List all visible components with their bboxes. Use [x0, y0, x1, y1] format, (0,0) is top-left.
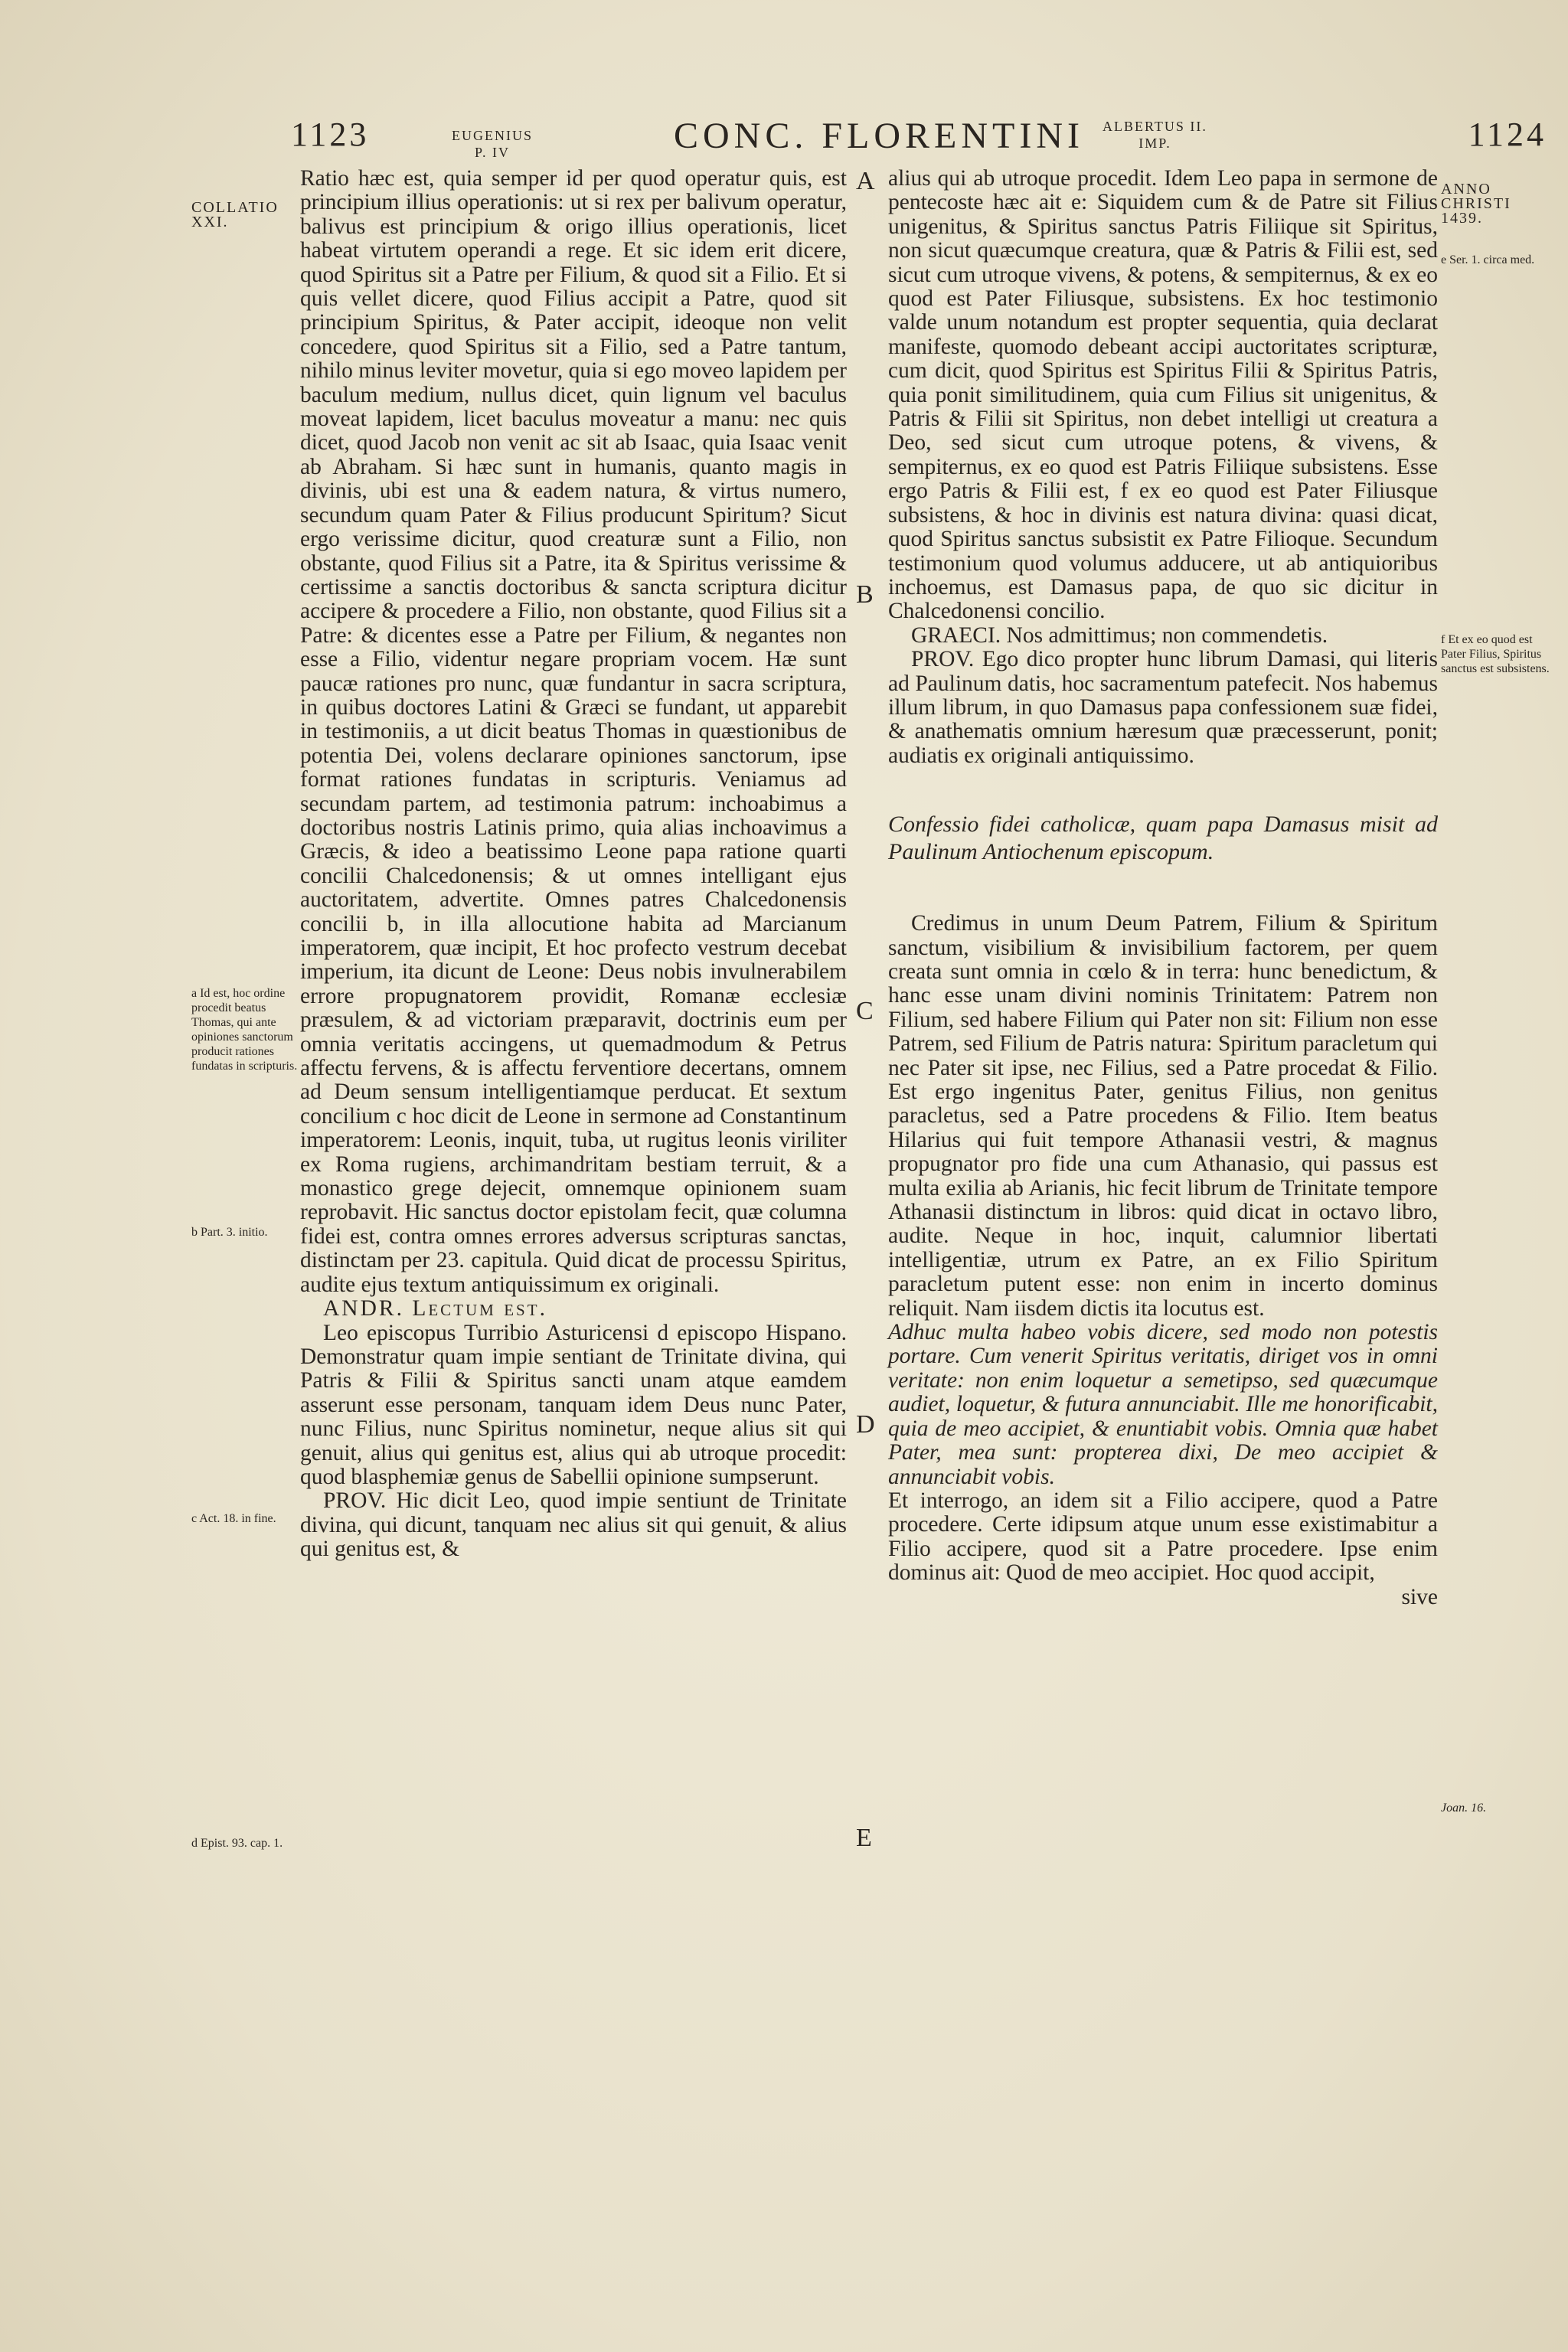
speaker-line: GRAECI. Nos admittimus; non commendetis.: [911, 622, 1328, 648]
section-letter: D: [856, 1410, 875, 1439]
margin-note: d Epist. 93. cap. 1.: [191, 1837, 283, 1850]
paragraph: PROV. Ego dico propter hunc librum Damasi, qui literis ad Paulinum datis, hoc sacramentum patefecit. Nos habemus illum librum, in quo Damasus papa confessionem suæ fidei, & anathematis omnium hæresum quæ præcesserunt, ponit; audiatis ex originali antiquissimo.: [888, 647, 1438, 768]
running-head-left-line: EUGENIUS: [452, 128, 533, 143]
margin-note: c Act. 18. in fine.: [191, 1512, 276, 1525]
page-title: CONC. FLORENTINI: [674, 116, 1084, 156]
speaker-line: ANDR. Lectum est.: [323, 1296, 547, 1321]
page-number-right: 1124: [1468, 116, 1547, 153]
running-head-right: [1102, 118, 1207, 152]
paragraph: alius qui ab utroque procedit. Idem Leo papa in sermone de pentecoste hæc ait e: Siquidem cum & de Patre sit Filius unigenitus, & Spiritus sanctus Patris Filiique sit Spiritus, non sicut quæcumque creatura, quæ & Patris & Filii est, sed sicut cum utroque vivens, & potens, & sempiternus, & ex eo quod est Pater Filiusque, subsistens. Ex hoc testimonio valde unum notandum est propter sequentia, quia declarat manifeste, quomodo debeant accipi auctoritates scripturæ, cum dicit, quod Spiritus est Spiritus Filii & Spiritus Patris, quia ponit similitudinem, quia cum Filius sit unigenitus, & Patris & Filii sit Spiritus, non debet intelligi ut creatura a Deo, sed sicut cum utroque potens, & vivens, & sempiternus, ex eo quod est Patris Filiique subsistens. Esse ergo Patris & Filii est, f ex eo quod est Pater Filiusque subsistens, & hoc in divinis est natura divina: quasi dicat, quod Spiritus sanctus subsistit ex Patre Filioque. Secundum testimonium quod volumus adducere, ut ab antiquioribus inchoemus, est Damasus papa, de quo sic dicitur in Chalcedonensi concilio.: [888, 166, 1438, 624]
right-column: [888, 167, 1438, 1609]
running-head-left: [452, 127, 533, 161]
section-letter: A: [856, 167, 875, 195]
margin-note: ANNO CHRISTI 1439.: [1441, 181, 1511, 227]
section-letter: E: [856, 1824, 872, 1852]
running-head-right-line: IMP.: [1138, 136, 1171, 151]
scripture-quote: Adhuc multa habeo vobis dicere, sed modo non potestis portare. Cum venerit Spiritus veritatis, diriget vos in omni veritate: non enim loquetur a semetipso, sed quæcumque audiet, loquetur, & futura annunciabit. Ille me honorificabit, quia de meo accipiet, & enuntiabit vobis. Omnia quæ habet Pater, mea sunt: propterea dixi, De meo accipiet & annunciabit vobis.: [888, 1320, 1438, 1489]
margin-note: f Et ex eo quod est Pater Filius, Spiritus sanctus est subsistens.: [1441, 633, 1550, 675]
margin-note: b Part. 3. initio.: [191, 1226, 268, 1239]
margin-note: a Id est, hoc ordine procedit beatus Thomas, qui ante opiniones sanctorum producit rationes fundatas in scripturis.: [191, 987, 298, 1073]
running-head-left-line: P. IV: [474, 145, 510, 160]
catchword: sive: [1401, 1584, 1438, 1609]
paragraph: Credimus in unum Deum Patrem, Filium & Spiritum sanctum, visibilium & invisibilium factorem, per quem creata sunt omnia in cœlo & in terra: hunc benedictum, & hanc esse unam divini nominis Trinitatem: Patrem non Filium, sed habere Filium qui Pater non sit: Filium non esse Patrem, sed Filium de Patris natura: Spiritum paracletum qui nec Pater sit ipse, nec Filius, sed a Patre procedat & Filio. Est ergo ingenitus Pater, genitus Filius, non genitus paracletus, sed a Patre procedens & Filio. Item beatus Hilarius qui fuit tempore Athanasii vestri, & magnus propugnator pro fide una cum Athanasio, qui passus est multa exilia ab Arianis, hic fecit librum de Trinitate tempore Athanasii distinctum in libros: quid dicat in octavo libro, audite. Neque in hoc, inquit, calumnior libertati intelligentiæ, utrum ex Patre, an ex Filio Spiritum paracletum putent esse: non enim in incerto dominus reliquit. Nam iisdem dictis ita locutus est.: [888, 911, 1438, 1321]
paragraph: Leo episcopus Turribio Asturicensi d episcopo Hispano. Demonstratur quam impie sentiant de Trinitate divina, qui Patris & Filii & Spiritus sancti unam atque eamdem asserunt esse personam, tanquam idem Deus nunc Pater, nunc Filius, nunc Spiritus nominetur, neque alius sit qui genuit, alius qui genitus est, alius qui ab utroque procedit: quod blasphemiæ genus de Sabellii opinione sumpserunt.: [300, 1320, 847, 1489]
paragraph: Et interrogo, an idem sit a Filio accipere, quod a Patre procedere. Certe idipsum atque unum esse existimabitur a Filio accipere, quod sit a Patre procedere. Ipse enim dominus ait: Quod de meo accipiet. Hoc quod accipit,: [888, 1488, 1438, 1586]
margin-note: Joan. 16.: [1441, 1802, 1487, 1815]
page-number-left: 1123: [291, 116, 370, 153]
running-head-right-line: ALBERTUS II.: [1102, 119, 1207, 134]
margin-note: COLLATIO XXI.: [191, 199, 279, 230]
paragraph: Ratio hæc est, quia semper id per quod operatur quis, est principium illius operationis: ut si rex per balivum operatur, balivus est principium & origo illius operationis, licet habeat virtutem operandi a rege. Et sic idem erit dicere, quod Spiritus sit a Patre per Filium, & quod sit a Filio. Et si quis vellet dicere, quod Filius accipit a Patre, quod sit principium Spiritus, & Pater accipit, ideoque non velit concedere, quod Spiritus sit a Filio, sed a Patre tantum, nihilo minus leviter movetur, quia si ego moveo lapidem per baculum medium, nullus dicet, quin lignum vel baculus moveat lapidem, licet baculus moveatur a manu: nec quis dicet, quod Jacob non venit ac sit ab Isaac, quia Isaac venit ab Abraham. Si hæc sunt in humanis, quanto magis in divinis, ubi est una & eadem natura, & virtus numero, secundum quam Pater & Filius producunt Spiritum? Sicut ergo verissime dicitur, quod creaturæ sunt a Filio, non obstante, quod Filius sit a Patre, ita & Spiritus verissime & certissime a sanctis doctoribus & sancta scriptura dicitur accipere & procedere a Filio, non obstante, quod Filius sit a Patre: & dicentes esse a Patre per Filium, & negantes non esse a Filio, videntur negare propriam vocem. Hæ sunt paucæ rationes pro nunc, quæ fundantur in sacra scriptura, in quibus doctores Latini & Græci se fundant, ut apparebit in testimoniis, a ut dicit beatus Thomas in quæstionibus de potentia Dei, volens declarare opiniones sanctorum, ipse format rationes fundatas in scripturis. Veniamus ad secundam partem, ad testimonia patrum: inchoabimus a doctoribus nostris Latinis primo, quia alias inchoavimus a Græcis, & ideo a beatissimo Leone papa ratione quarti concilii Chalcedonensis; & ut omnes intelligant ejus auctoritatem, advertite. Omnes patres Chalcedonensis concilii b, in illa allocutione habita ad Marcianum imperatorem, quæ incipit, Et hoc profecto vestrum decebat imperium, ita dicunt de Leone: Deus nobis invulnerabilem errore propugnatorem providit, Romanæ ecclesiæ præsulem, & ad victoriam præparavit, doctrinis eum per omnia veritatis accingens, ut quemadmodum & Petrus affectu fervens, & is affectu ferventiore decertans, omnem ad Deum sensum intelligentiamque perducat. Et sextum concilium c hoc dicit de Leone in sermone ad Constantinum imperatorem: Leonis, inquit, tuba, ut rugitus leonis viriliter ex Roma rugiens, archimandritam bestiam terruit, & a monastico grege dejecit, omnemque opinionem suam reprobavit. Hic sanctus doctor epistolam fecit, quæ columna fidei est, contra omnes errores adversus scripturas sanctas, distinctam per 23. capitula. Quid dicat de processu Spiritus, audite ejus textum antiquissimum ex originali.: [300, 166, 847, 1297]
section-letter: B: [856, 580, 874, 609]
left-column: [300, 167, 847, 1562]
section-letter: C: [856, 997, 874, 1025]
margin-note: e Ser. 1. circa med.: [1441, 253, 1535, 266]
paragraph: PROV. Hic dicit Leo, quod impie sentiunt de Trinitate divina, qui dicunt, tanquam nec alius sit qui genuit, & alius qui genitus est, &: [300, 1488, 847, 1562]
section-heading: Confessio fidei catholicæ, quam papa Damasus misit ad Paulinum Antiochenum episcopum.: [888, 812, 1438, 865]
